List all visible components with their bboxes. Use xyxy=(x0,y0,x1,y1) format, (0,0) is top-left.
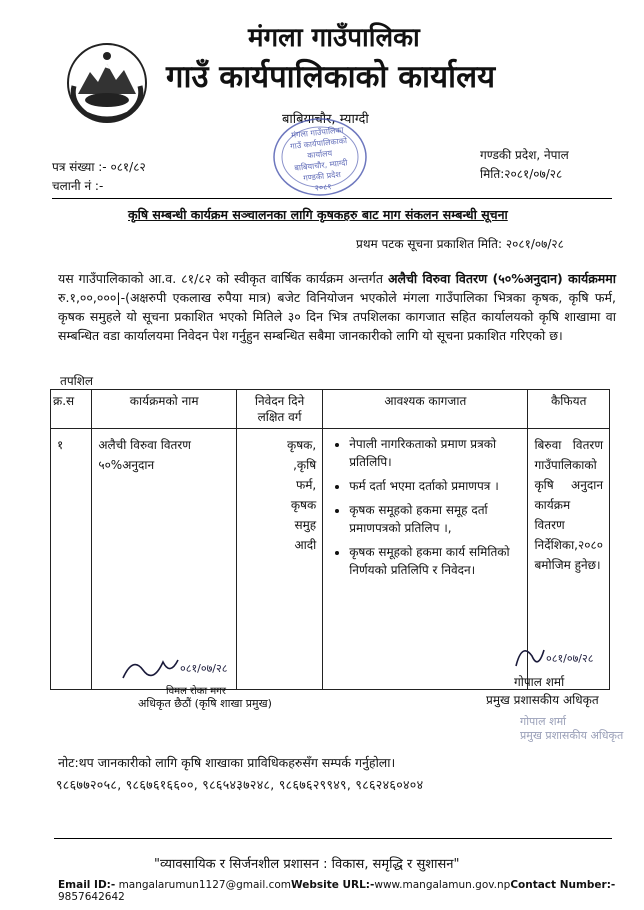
header-target xyxy=(237,390,323,429)
header-program: कार्यक्रमको नाम xyxy=(92,390,237,429)
stamp-text-line: कार्यालय xyxy=(306,148,333,161)
issue-date: मिति:२०८१/०७/२८ xyxy=(480,167,563,181)
right-signatory-name: गोपाल शर्मा xyxy=(514,675,565,689)
contact-label: Contact Number:- xyxy=(510,879,616,891)
nepal-emblem-logo xyxy=(66,42,148,124)
cao-stamp xyxy=(520,715,623,743)
row-remarks: बिरुवा वितरण गाउँपालिकाको कृषि अनुदान कार्यक्रम वितरण निर्देशिका,२०८० बमोजिम हुनेछ। xyxy=(528,429,610,690)
stamp-text-line: २०८१ xyxy=(314,181,332,193)
stamp-text-line: बाबियाचौर, म्याग्दी xyxy=(293,158,348,173)
motto: "व्यावसायिक र सिर्जनशील प्रशासन : विकास, समृद्धि र सुशासन" xyxy=(154,857,460,872)
row-target xyxy=(237,429,323,690)
target-item: आदी xyxy=(294,538,317,552)
right-signatory-title: प्रमुख प्रशासकीय अधिकृत xyxy=(486,693,599,707)
document-item: • कृषक समूहको हकमा समूह दर्ता प्रमाणपत्रको प्रतिलिप ।, xyxy=(349,501,521,537)
target-item: कृषक, xyxy=(287,438,317,452)
left-signature xyxy=(118,648,238,688)
right-signature xyxy=(512,636,612,678)
footer-divider xyxy=(54,838,612,839)
target-item: फर्म, xyxy=(295,478,317,492)
url-label: Website URL:- xyxy=(291,879,375,891)
office-stamp xyxy=(262,115,372,201)
stamp-text-line: गण्डकी प्रदेश xyxy=(302,169,342,183)
header-sn: क्र.स xyxy=(51,390,92,429)
province: गण्डकी प्रदेश, नेपाल xyxy=(480,148,569,162)
body-rest: रु.१,००,०००|-(अक्षरुपी एकलाख रुपैया मात्र) बजेट विनियोजन भएकोले मंगला गाउँपालिका भित्रका कृषक, कृषि फर्म, कृषक समुहले यो सूचना प्रकाशित भएको मितिले ३० दिन भित्र तपशिलका कागजात सहित कार्यालयको कृषि शाखामा वा सम्बन्धित वडा कार्यालयमा निवेदन पेश गर्नुहुन सम्बन्धित सबैमा जानकारीको लागि यो सूचना प्रकाशित गरिएको छ। xyxy=(58,290,616,343)
reference-number: पत्र संख्या :- ०८१/८२ xyxy=(52,160,146,174)
stamp-text-line: मंगला गाउँपालिका xyxy=(290,125,345,140)
website-link[interactable]: www.mangalamun.gov.np xyxy=(374,879,511,891)
header-divider xyxy=(52,198,612,199)
document-item: • फर्म दर्ता भएमा दर्ताको प्रमाणपत्र । xyxy=(349,477,521,495)
target-item: कृषक xyxy=(290,498,317,512)
document-item: • नेपाली नागरिकताको प्रमाण प्रत्रको प्रतिलिपि। xyxy=(349,435,521,471)
left-signatory-title: अधिकृत छैठौं (कृषि शाखा प्रमुख) xyxy=(138,697,272,710)
left-signatory-name: विमल रोका मगर xyxy=(166,686,226,697)
cao-stamp-name: गोपाल शर्मा xyxy=(520,715,567,728)
header-target-line1: निवेदन दिने xyxy=(254,394,305,408)
first-published-date: प्रथम पटक सूचना प्रकाशित मिति: २०८१/०७/२८ xyxy=(356,237,564,251)
cao-stamp-title: प्रमुख प्रशासकीय अधिकृत xyxy=(520,729,624,742)
details-label: तपशिल xyxy=(60,374,94,388)
row-documents xyxy=(323,429,528,690)
body-intro: यस गाउँपालिकाको आ.व. ८१/८२ को स्वीकृत वार्षिक कार्यक्रम अन्तर्गत xyxy=(58,271,383,286)
notice-body xyxy=(58,269,616,345)
header-target-line2: लक्षित वर्ग xyxy=(257,410,302,424)
footer-contact xyxy=(58,879,644,903)
header-remarks: कैफियत xyxy=(528,390,610,429)
body-program: अलैची विरुवा वितरण (५०%अनुदान) कार्यक्रममा xyxy=(387,271,616,286)
office-title: गाउँ कार्यपालिकाको कार्यालय xyxy=(166,59,496,95)
table-header-row xyxy=(51,390,610,429)
notice-subject: कृषि सम्बन्धी कार्यक्रम सञ्चालनका लागि कृषकहरु बाट माग संकलन सम्बन्धी सूचना xyxy=(128,207,508,222)
right-signature-date: ०८१/०७/२८ xyxy=(546,652,594,665)
left-signature-date: ०८१/०७/२८ xyxy=(180,662,228,675)
contact-note: नोट:थप जानकारीको लागि कृषि शाखाका प्राविधिकहरुसँग सम्पर्क गर्नुहोला। xyxy=(58,755,396,770)
target-item: समुह xyxy=(294,518,317,532)
stamp-text-line: गाउँ कार्यपालिकाको xyxy=(289,136,348,152)
target-item: ,कृषि xyxy=(293,458,317,472)
office-address: बाबियाचौर, म्याग्दी xyxy=(282,112,369,127)
row-program-line1: अलैची विरुवा वितरण xyxy=(98,438,191,452)
header-documents: आवश्यक कागजात xyxy=(323,390,528,429)
email-link[interactable]: mangalarumun1127@gmail.com xyxy=(118,879,292,891)
dispatch-number: चलानी नं :- xyxy=(52,179,104,193)
phone-numbers: ९८६७७२०५८, ९८६७६१६६००, ९८६५४३७२४८, ९८६७६२९९४९, ९८६२४६०४०४ xyxy=(56,777,424,792)
municipality-name: मंगला गाउँपालिका xyxy=(248,23,420,53)
row-program-line2: ५०%अनुदान xyxy=(98,458,155,472)
contact-number: 9857642642 xyxy=(58,891,125,903)
document-item: • कृषक समूहको हकमा कार्य समितिको निर्णयको प्रतिलिपि र निवेदन। xyxy=(349,543,521,579)
row-sn: १ xyxy=(51,429,92,690)
email-label: Email ID:- xyxy=(58,879,116,891)
